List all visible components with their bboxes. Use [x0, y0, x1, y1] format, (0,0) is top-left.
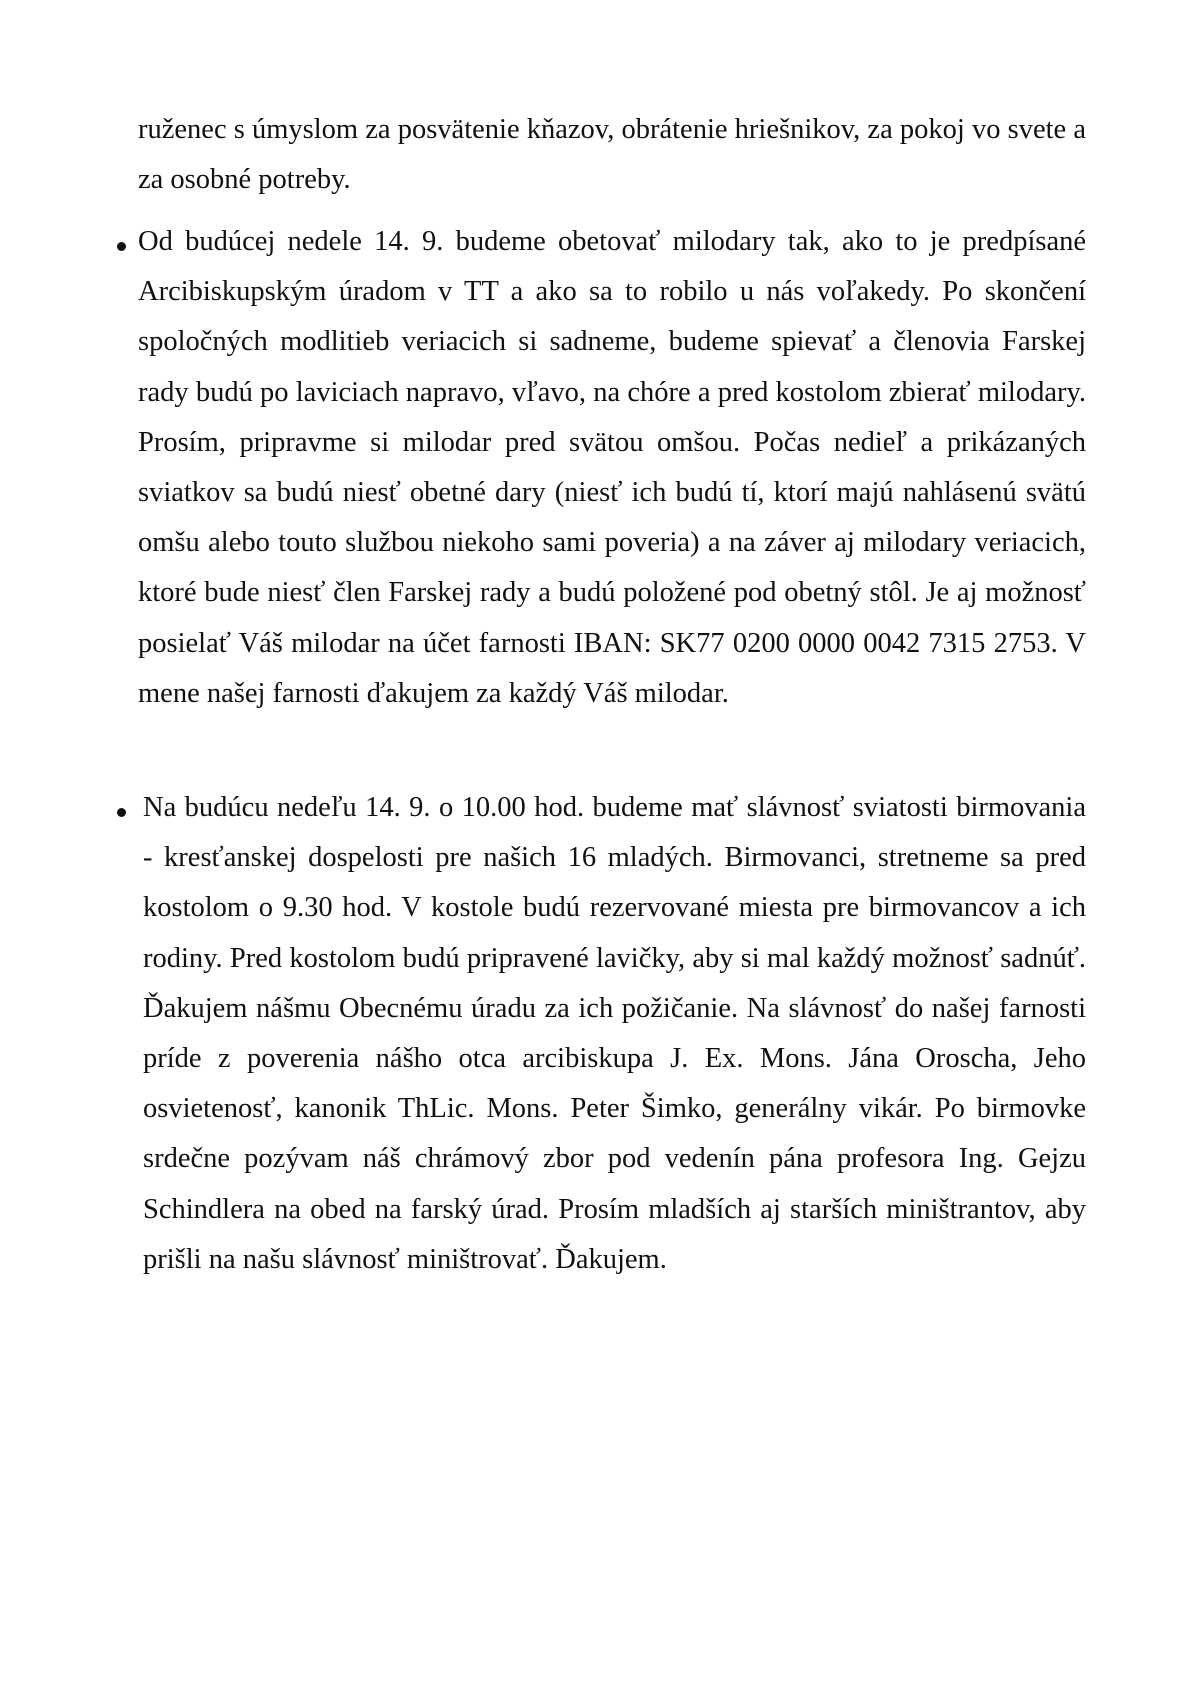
announcement-text: Na budúcu nedeľu 14. 9. o 10.00 hod. budeme mať slávnosť sviatosti birmovania - kresťanskej dospelosti pre našich 16 mladých. Birmovanci, stretneme sa pred kostolom o 9.30 hod. V kostole budú rezervované miesta pre birmovancov a ich rodiny. Pred kostolom budú pripravené lavičky, aby si mal každý možnosť sadnúť. Ďakujem nášmu Obecnému úradu za ich požičanie. Na slávnosť do našej farnosti príde z poverenia nášho otca arcibiskupa J. Ex. Mons. Jána Oroscha, Jeho osvietenosť, kanonik ThLic. Mons. Peter Šimko, generálny vikár. Po birmovke srdečne pozývam náš chrámový zbor pod vedenín pána profesora Ing. Gejzu Schindlera na obed na farský úrad. Prosím mladších aj starších miništrantov, aby prišli na našu slávnosť miništrovať. Ďakujem.	[143, 792, 1086, 1275]
announcement-text: Od budúcej nedele 14. 9. budeme obetovať milodary tak, ako to je predpísané Arcibiskupským úradom v TT a ako sa to robilo u nás voľakedy. Po skončení spoločných modlitieb veriacich si sadneme, budeme spievať a členovia Farskej rady budú po laviciach napravo, vľavo, na chóre a pred kostolom zbierať milodary. Prosím, pripravme si milodar pred svätou omšou. Počas nedieľ a prikázaných sviatkov sa budú niesť obetné dary (niesť ich budú tí, ktorí majú nahlásenú svätú omšu alebo touto službou niekoho sami poveria) a na záver aj milodary veriacich, ktoré bude niesť člen Farskej rady a budú položené pod obetný stôl. Je aj možnosť posielať Váš milodar na účet farnosti IBAN: SK77 0200 0000 0042 7315 2753. V mene našej farnosti ďakujem za každý Váš milodar.	[138, 226, 1086, 709]
bullet-icon	[117, 808, 126, 817]
continuation-paragraph: ruženec s úmyslom za posvätenie kňazov, obrátenie hriešnikov, za pokoj vo svete a za osobné potreby.	[138, 114, 1086, 196]
bullet-icon	[117, 242, 126, 251]
